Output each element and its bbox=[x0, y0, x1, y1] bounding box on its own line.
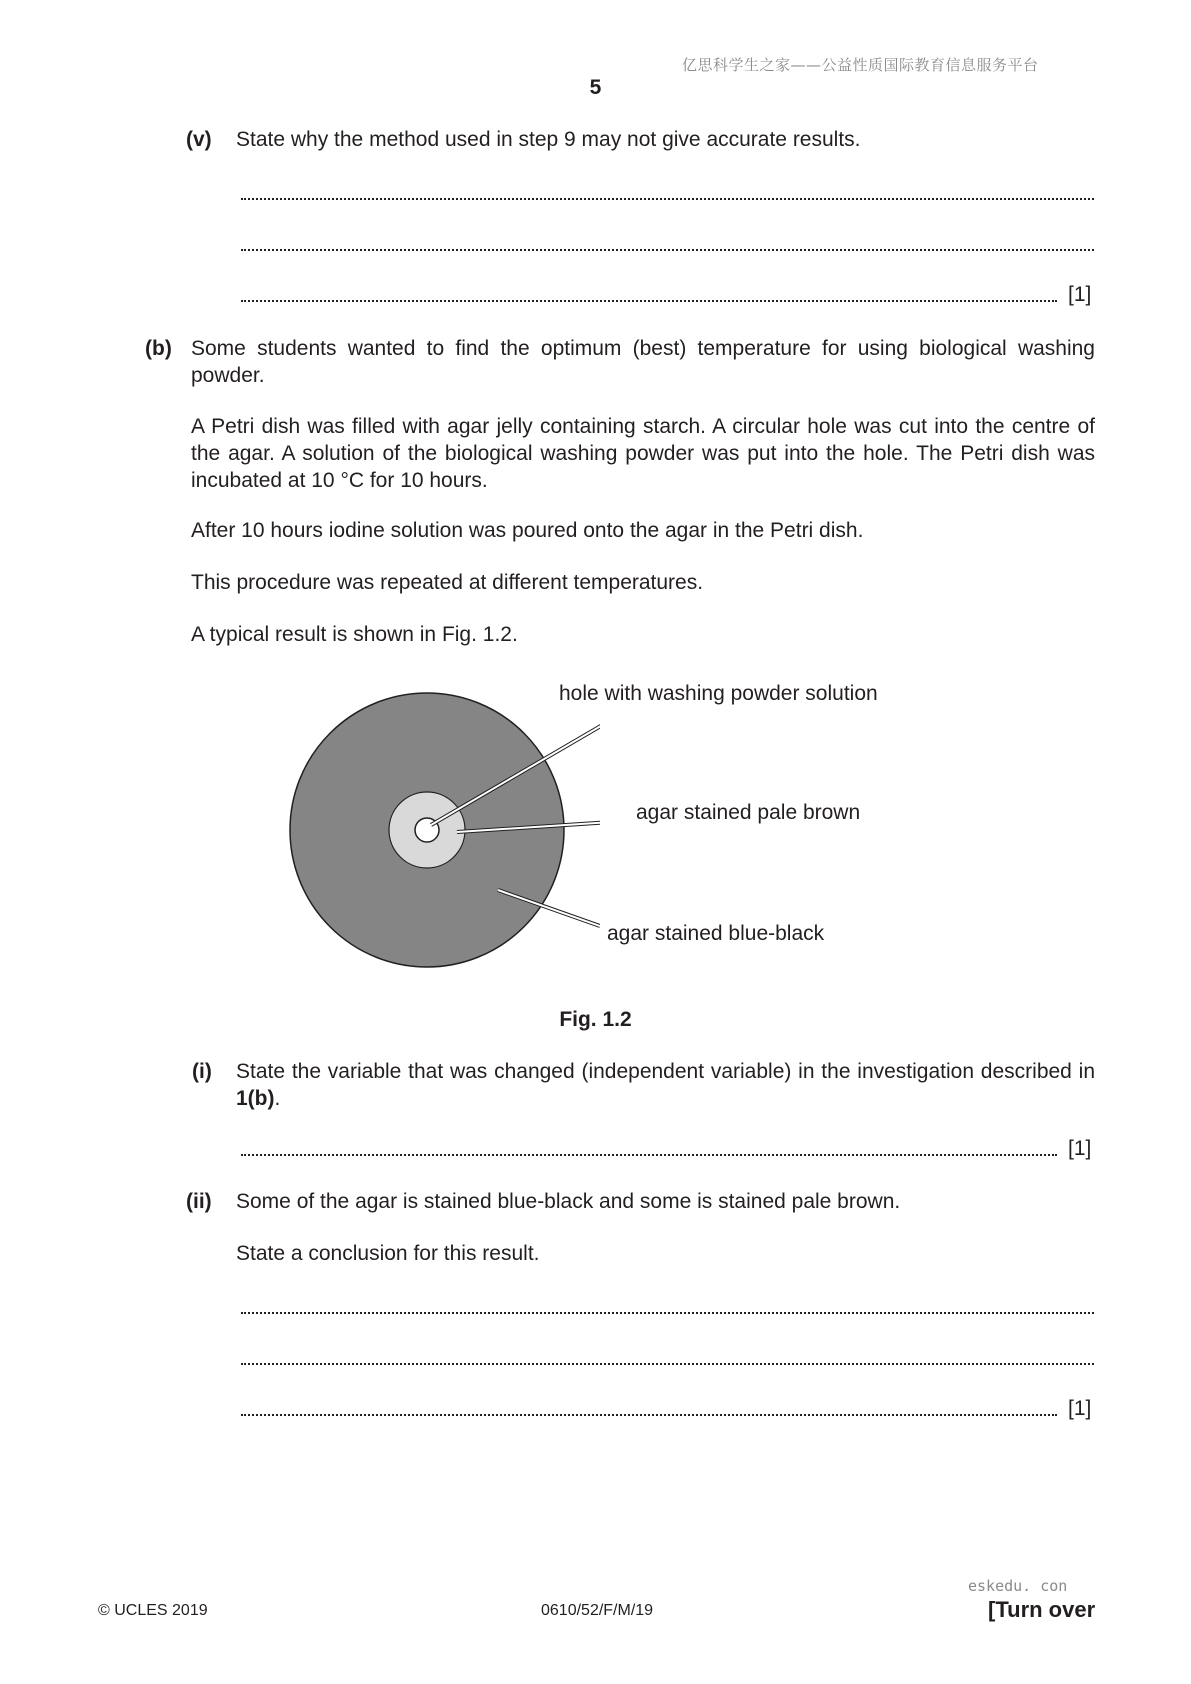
part-v-label: (v) bbox=[186, 128, 212, 151]
mark-allocation: [1] bbox=[1068, 1397, 1092, 1420]
part-b-paragraph: A typical result is shown in Fig. 1.2. bbox=[191, 623, 518, 646]
site-watermark: eskedu. con bbox=[968, 1577, 1068, 1595]
part-b-paragraph: After 10 hours iodine solution was poured onto the agar in the Petri dish. bbox=[191, 519, 864, 542]
part-ii-question: State a conclusion for this result. bbox=[236, 1242, 540, 1265]
part-ii-label: (ii) bbox=[186, 1190, 212, 1213]
part-b-paragraph: A Petri dish was filled with agar jelly containing starch. A circular hole was cut into the centre of the agar. A solution of the biological washing powder was put into the hole. The Petri dish was incubated at 10 °C for 10 hours. bbox=[191, 415, 1095, 492]
part-ii-statement: Some of the agar is stained blue-black and some is stained pale brown. bbox=[236, 1190, 901, 1213]
paper-code: 0610/52/F/M/19 bbox=[541, 1602, 654, 1619]
part-i-question: State the variable that was changed (independent variable) in the investigation described in 1(b). bbox=[236, 1060, 1095, 1110]
label-agar-blue-black: agar stained blue-black bbox=[607, 922, 825, 945]
question-reference: 1(b) bbox=[236, 1087, 275, 1110]
mark-allocation: [1] bbox=[1068, 283, 1092, 306]
page-number: 5 bbox=[589, 76, 602, 99]
label-agar-pale-brown: agar stained pale brown bbox=[636, 801, 861, 824]
mark-allocation: [1] bbox=[1068, 1137, 1092, 1160]
turn-over-notice: [Turn over bbox=[988, 1597, 1096, 1622]
part-b-intro: Some students wanted to find the optimum (best) temperature for using biological washing powder. bbox=[191, 337, 1095, 387]
part-b-paragraph: This procedure was repeated at different temperatures. bbox=[191, 571, 704, 594]
label-hole-with-washing-powder: hole with washing powder solution bbox=[559, 682, 878, 705]
part-v-question: State why the method used in step 9 may not give accurate results. bbox=[236, 128, 861, 151]
figure-caption: Fig. 1.2 bbox=[559, 1008, 632, 1031]
part-i-label: (i) bbox=[192, 1060, 212, 1083]
part-b-label: (b) bbox=[145, 337, 172, 360]
watermark-text: 亿思科学生之家——公益性质国际教育信息服务平台 bbox=[682, 56, 1039, 74]
copyright-notice: © UCLES 2019 bbox=[98, 1602, 208, 1619]
petri-dish-diagram bbox=[280, 680, 600, 980]
